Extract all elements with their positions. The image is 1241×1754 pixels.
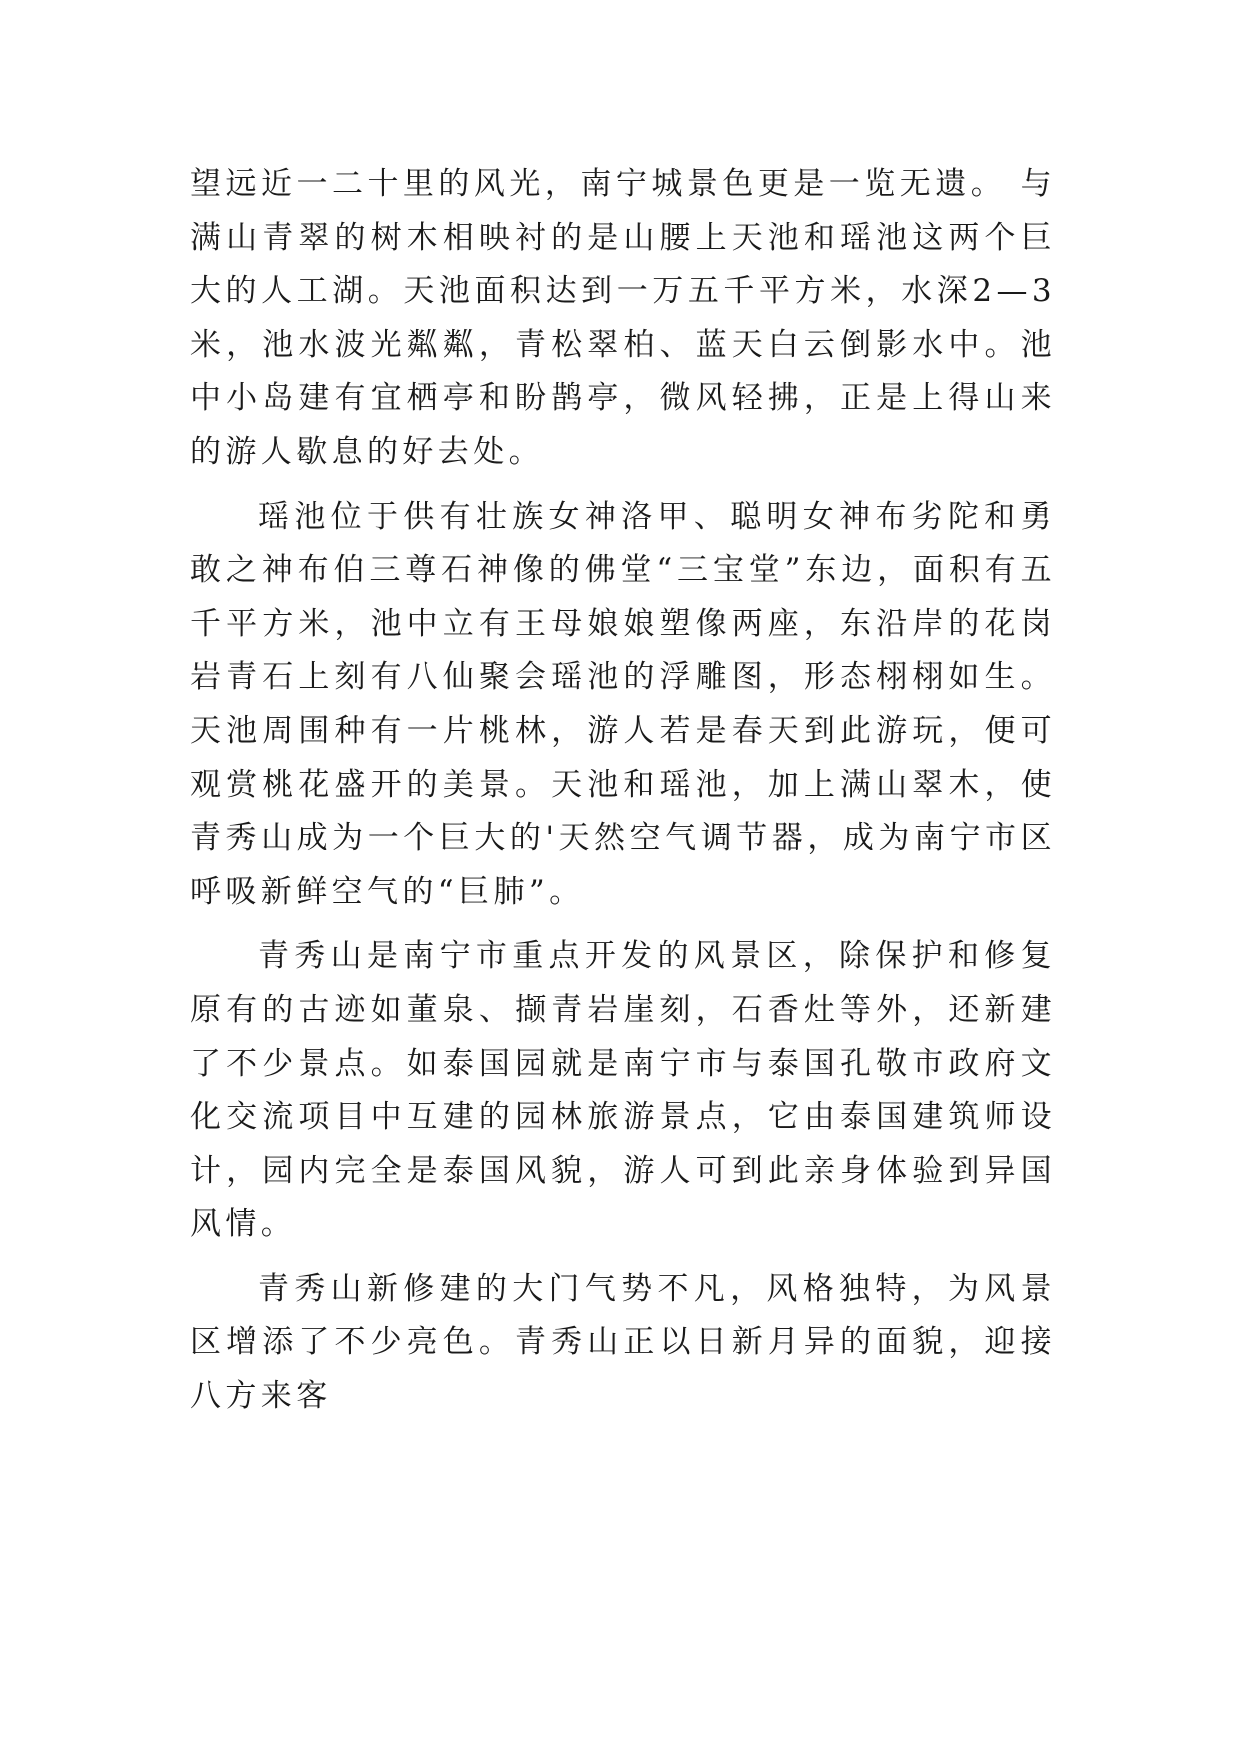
paragraph-3: 青秀山是南宁市重点开发的风景区，除保护和修复原有的古迹如董泉、撷青岩崖刻，石香灶等外，还新建了不少景点。如泰国园就是南宁市与泰国孔敬市政府文化交流项目中互建的园林旅游景点，它由泰国建筑师设计，园内完全是泰国风貌，游人可到此亲身体验到异国风情。	[190, 938, 1056, 1243]
paragraph-1: 望远近一二十里的风光，南宁城景色更是一览无遗。 与满山青翠的树木相映衬的是山腰上天池和瑶池这两个巨大的人工湖。天池面积达到一万五千平方米，水深2—3米，池水波光粼粼，青松翠柏、蓝天白云倒影水中。池中小岛建有宜栖亭和盼鹊亭，微风轻拂，正是上得山来的游人歇息的好去处。	[190, 166, 1056, 470]
body-text	[190, 158, 1056, 1424]
paragraph-4: 青秀山新修建的大门气势不凡，风格独特，为风景区增添了不少亮色。青秀山正以日新月异的面貌，迎接八方来客	[190, 1270, 1056, 1415]
paragraph-2: 瑶池位于供有壮族女神洛甲、聪明女神布劣陀和勇敢之神布伯三尊石神像的佛堂“三宝堂”东边，面积有五千平方米，池中立有王母娘娘塑像两座，东沿岸的花岗岩青石上刻有八仙聚会瑶池的浮雕图，形态栩栩如生。天池周围种有一片桃林，游人若是春天到此游玩，便可观赏桃花盛开的美景。天池和瑶池，加上满山翠木，使青秀山成为一个巨大的'天然空气调节器，成为南宁市区呼吸新鲜空气的“巨肺”。	[190, 498, 1056, 910]
